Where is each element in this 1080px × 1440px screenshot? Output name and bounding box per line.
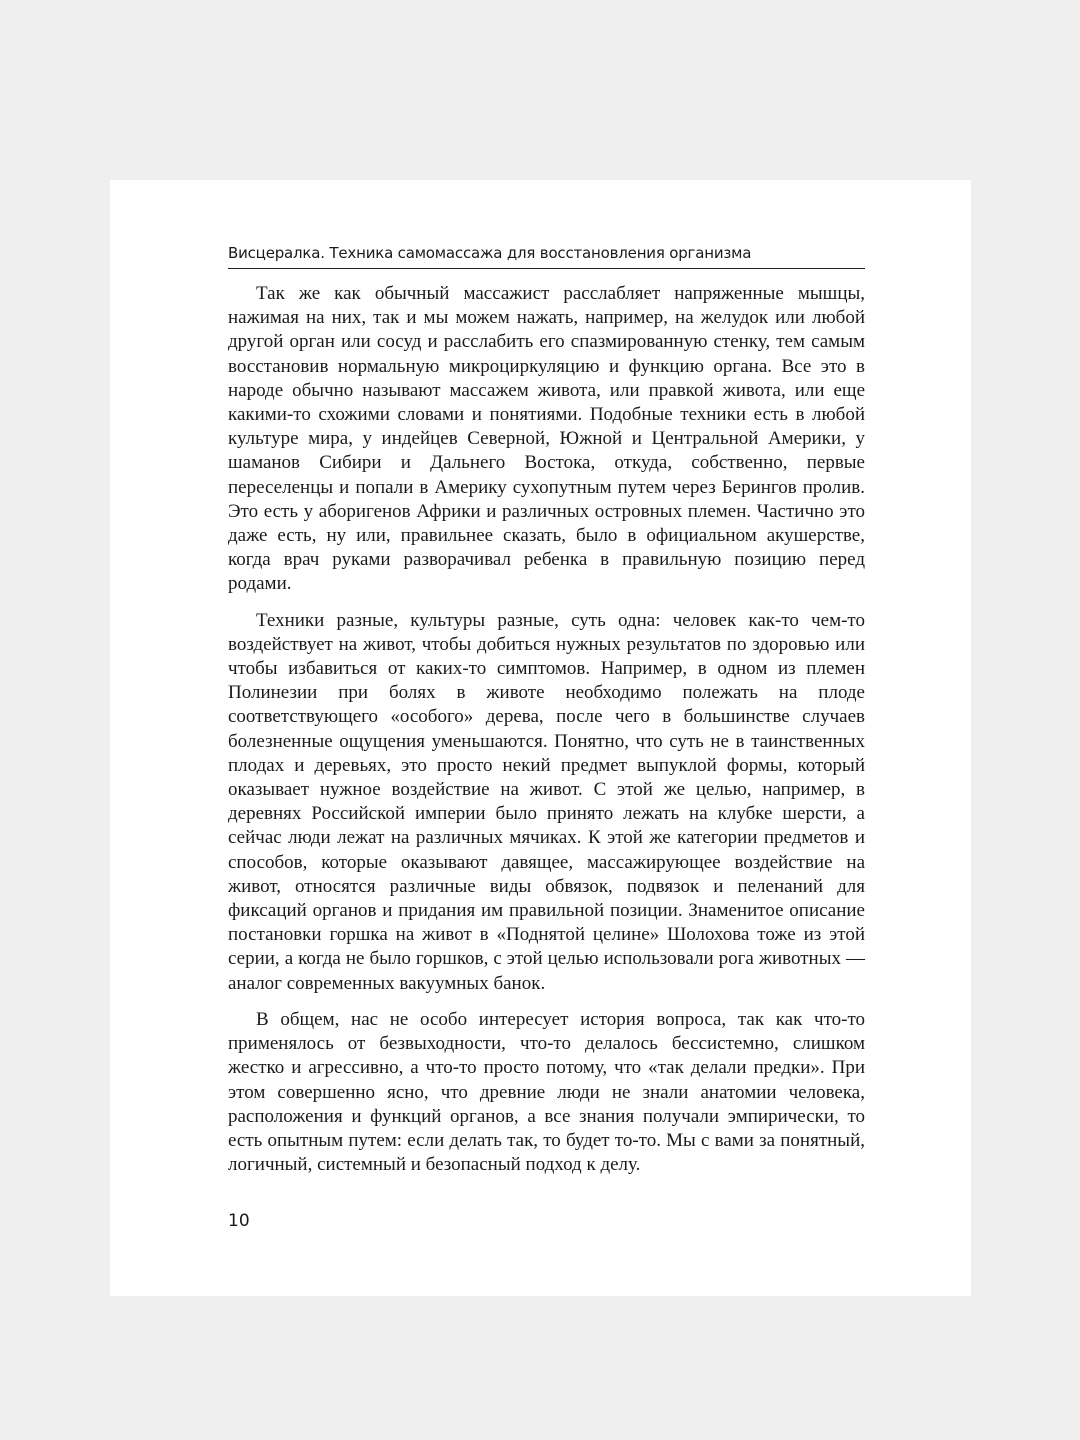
body-text <box>228 282 865 1189</box>
book-page <box>110 180 971 1296</box>
header-rule <box>228 268 865 269</box>
paragraph-1: Так же как обычный массажист расслабляет напряженные мышцы, нажимая на них, так и мы можем нажать, например, на желудок или любой другой орган или сосуд и расслабить его спазмированную стенку, тем самым восстановив нормальную микроциркуляцию и функцию органа. Все это в народе обычно называют массажем живота, или правкой живота, или еще какими-то схожими словами и понятиями. Подобные техники есть в любой культуре мира, у индейцев Северной, Южной и Центральной Америки, у шаманов Сибири и Дальнего Востока, откуда, собственно, первые переселенцы и попали в Америку сухопутным путем через Берингов пролив. Это есть у аборигенов Африки и различных островных племен. Частично это даже есть, ну или, правильнее сказать, было в официальном акушерстве, когда врач руками разворачивал ребенка в правильную позицию перед родами. <box>228 283 865 595</box>
running-header: Висцералка. Техника самомассажа для восстановления организма <box>228 244 752 262</box>
paragraph-3: В общем, нас не особо интересует история вопроса, так как что-то применялось от безвыходности, что-то делалось бессистемно, слишком жестко и агрессивно, а что-то просто потому, что «так делали предки». При этом совершенно ясно, что древние люди не знали анатомии человека, расположения и функций органов, а все знания получали эмпирически, то есть опытным путем: если делать так, то будет то-то. Мы с вами за понятный, логичный, системный и безопасный подход к делу. <box>228 1008 865 1176</box>
paragraph-2: Техники разные, культуры разные, суть одна: человек как-то чем-то воздействует на живот, чтобы добиться нужных результатов по здоровью или чтобы избавиться от каких-то симптомов. Например, в одном из племен Полинезии при болях в животе необходимо полежать на плоде соответствующего «особого» дерева, после чего в большинстве случаев болезненные ощущения уменьшаются. Понятно, что суть не в таинственных плодах и деревьях, это просто некий предмет выпуклой формы, который оказывает нужное воздействие на живот. С этой же целью, например, в деревнях Российской империи было принято лежать на клубке шерсти, а сейчас люди лежат на различных мячиках. К этой же категории предметов и способов, которые оказывают давящее, массажирующее воздействие на живот, относятся различные виды обвязок, подвязок и пеленаний для фиксаций органов и придания им правильной позиции. Знаменитое описание постановки горшка на живот в «Поднятой целине» Шолохова тоже из этой серии, а когда не было горшков, с этой целью использовали рога животных — аналог современных вакуумных банок. <box>228 609 865 994</box>
page-number: 10 <box>228 1211 250 1231</box>
